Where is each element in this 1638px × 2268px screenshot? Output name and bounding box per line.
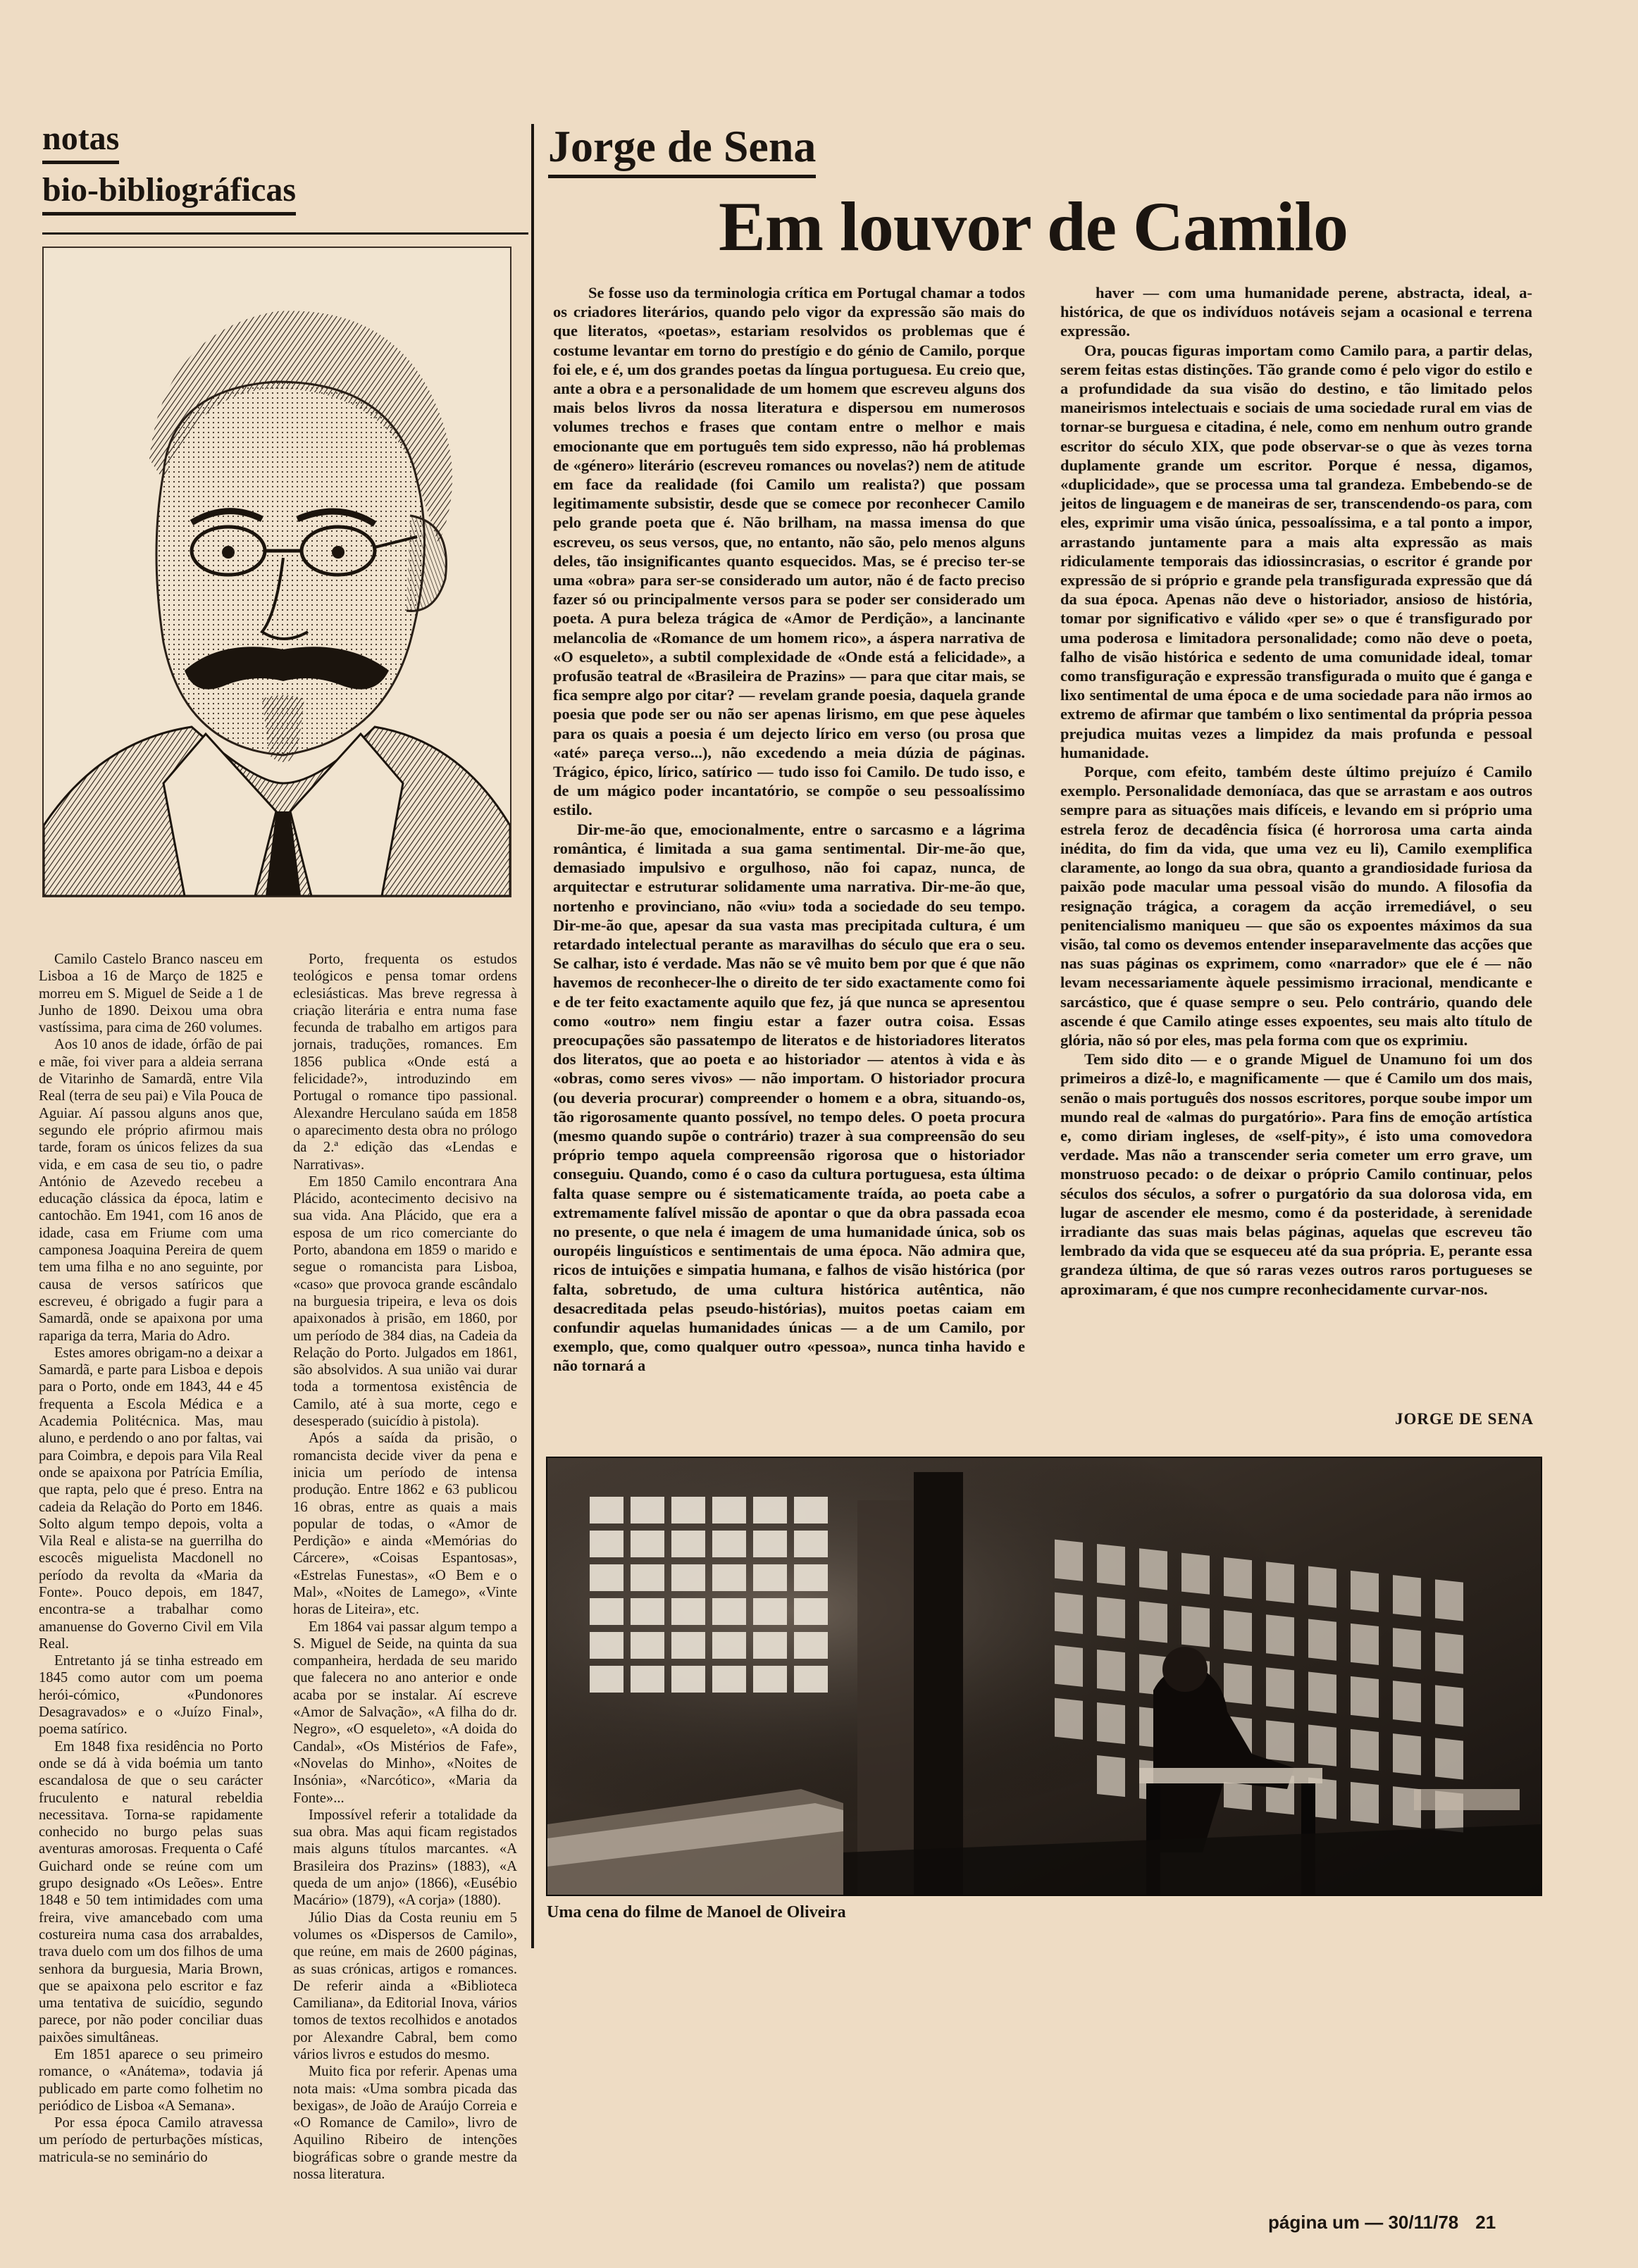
bio-column-1 (39, 951, 263, 2166)
bio-paragraph: Aos 10 anos de idade, órfão de pai e mãe, foi viver para a aldeia serrana de Vitarinho de Samardã, entre Vila Real (terra de seu pai) e Vila Pouca de Aguiar. Aí passou alguns anos que, segundo ele próprio afirmou mais tarde, foram os únicos felizes da sua vida, e em casa de seu tio, o padre António de Azevedo recebeu a educação clássica da época, latim e cantochão. Em 1941, com 16 anos de idade, casa em Friume com uma camponesa Joaquina Pereira de quem tem uma filha e no ano seguinte, por causa de versos satíricos que escreveu, é obrigado a fugir para a Samardã, onde se apaixona por uma rapariga da terra, Maria do Adro. (39, 1037, 263, 1344)
bio-paragraph: Em 1848 fixa residência no Porto onde se dá à vida boémia um tanto escandalosa de que o seu carácter fruculento e natural rebeldia necessitava. Torna-se rapidamente conhecido no burgo pelas suas aventuras amorosas. Frequenta o Café Guichard onde se reúne com um grupo designado «Os Leões». Entre 1848 e 50 tem intimidades com uma freira, vive amancebado com uma costureira numa casa dos arrabaldes, trava duelo com um dos filhos de uma senhora da burguesia, Maria Brown, que se apaixona pelo escritor e faz uma tentativa de suicídio, segundo parece, por não poder conciliar duas paixões simultâneas. (39, 1738, 263, 2045)
bio-paragraph: Em 1851 aparece o seu primeiro romance, o «Anátema», todavia já publicado em parte como folhetim no periódico de Lisboa «A Semana». (39, 2047, 263, 2114)
film-still-photo (546, 1457, 1542, 1896)
article-paragraph: Ora, poucas figuras importam como Camilo para, a partir delas, serem feitas estas distinções. Tão grande como é pelo vigor do estilo e a profundidade da sua visão do destino, e tão limitado pelos maneirismos intelectuais e sociais de uma sociedade rural em vias de tornar-se burguesa e citadina, é nele, como em nenhum outro grande escritor do século XIX, que pode observar-se o que às vezes torna duplamente grande um escritor. Porque é nessa, digamos, «duplicidade», que se processa uma tal grandeza. Embebendo-se de jeitos de linguagem e de maneiras de ser, transcendendo-os para, com eles, exprimir uma visão única, pessoalíssima, e a tal ponto a impor, arrastando juntamente para a mais alta expressão as mais ridiculamente temporais das idiossincrasias, o escritor é grande por expressão de si próprio e grande pela transfigurada expressão que dá da sua época. Apenas não deve o historiador, ansioso de história, tomar por significativo e válido «per se» o que é transfigurado por uma poderosa e limitadora personalidade; como não deve o poeta, falho de visão histórica e sedento de uma comunidade ideal, tomar como transfiguração e expressão transfigurada o muito que é ganga e lixo sentimental de uma época e de uma sociedade para não irmos ao extremo de afirmar que também o lixo sentimental da própria pessoa prejudica muitas vezes a limpidez da mais profunda e pessoal humanidade. (1060, 341, 1532, 761)
article-title: Em louvor de Camilo (719, 187, 1348, 266)
bio-paragraph: Muito fica por referir. Apenas uma nota mais: «Uma sombra picada das bexigas», de João de Araújo Correia e «O Romance de Camilo», livro de Aquilino Ribeiro de intenções biográficas sobre o grande mestre da nossa literatura. (293, 2064, 517, 2183)
article-paragraph: Se fosse uso da terminologia crítica em Portugal chamar a todos os criadores literários, quando pelo vigor da expressão são mais do que literatos, «poetas», estariam resolvidos os problemas que é costume levantar em torno do prestígio e do génio de Camilo, porque foi ele, e é, um dos grandes poetas da língua portuguesa. Eu creio que, ante a obra e a personalidade de um homem que escreveu alguns dos mais belos livros da nossa literatura e dispersou em numerosos volumes trechos e frases que contam entre o melhor e mais emocionante que em português tem sido expresso, não há problemas de «género» literário (escreveu romances ou novelas?) nem de atitude em face da realidade (foi Camilo um realista?) que possam legitimamente subsistir, desde que se comece por reconhecer Camilo pelo grande poeta que é. Não brilham, na massa imensa do que escreveu, os seus versos, que, no entanto, não são, pelo menos alguns deles, tão insignificantes quanto esquecidos. Mas, se é preciso ter-se uma «obra» para ser-se considerado um autor, não é de facto preciso fazer só ou principalmente versos para se poder ser considerado um poeta. A pura beleza trágica de «Amor de Perdição», a lancinante melancolia de «Romance de um homem rico», a áspera narrativa de «O esqueleto», a subtil complexidade de «Onde está a felicidade», a profusão teatral de «Brasileira de Prazins» — para que citar mais, se fica sempre algo por citar? — revelam grande poesia, daquela grande poesia que pode ser ou não ser apenas lirismo, em que pese àqueles para os quais a poesia é um dejecto lírico em verso (ou prosa que «até» pareça verso...), não excedendo a meia dúzia de páginas. Trágico, épico, lírico, satírico — tudo isso foi Camilo. De tudo isso, e de um mágico poder incantatório, se compõe o seu pessoalíssimo estilo. (553, 284, 1025, 819)
article-paragraph: Dir-me-ão que, emocionalmente, entre o sarcasmo e a lágrima romântica, é limitada a sua gama sentimental. Dir-me-ão que, demasiado impulsivo e orgulhoso, não foi capaz, nunca, de arquitectar e estruturar solidamente uma narrativa. Dir-me-ão que, nortenho e provinciano, não «viu» toda a sociedade do seu tempo. Dir-me-ão que, apesar da sua vasta mas precipitada cultura, é um retardado intelectual perante as maravilhas do século que era o seu. Se calhar, isto é verdade. Mas não se vê muito bem por que é que não havemos de reconhecer-lhe o direito de ter sido exactamente como foi e de ter feito exactamente aquilo que fez, já que nunca se apresentou como «outro» nem fingiu estar a fazer outra coisa. Essas preocupações são passatempo de literatos e de historiadores literatos dos literatos, que ao poeta e ao historiador — atentos à vida e às «obras, como seres vivos» — não importam. O historiador procura (ou deveria procurar) compreender o homem e a obra, situando-os, tão rigorosamente quanto possível, no tempo deles. O poeta procura (mesmo quando supõe o contrário) trazer à sua compreensão do seu próprio tempo aquela compreensão rigorosa que o historiador conseguiu. Quando, como é o caso da cultura portuguesa, esta última falta quase sempre ou é sistematicamente traída, ao poeta cabe a extremamente falível missão de apontar o que da obra passada ecoa no presente, o que nela é imagem de uma humanidade única, sob os ouropéis linguísticos e sentimentais de uma época. Não admira que, ricos de intuições e simpatia humana, e falhos de visão histórica (por falta, sobretudo, de uma cultura histórica autêntica, não desacreditada pelas pseudo-histórias), muitos poetas caiam em confundir aquelas humanidades únicas — a de um Camilo, por exemplo, que, como qualquer outro «pessoa», nunca tinha havido e não tornará a (553, 820, 1025, 1375)
article-paragraph: Porque, com efeito, também deste último prejuízo é Camilo exemplo. Personalidade demoníaca, das que se arrastam e aos outros sempre para as situações mais difíceis, e levando em si próprio uma estrela feroz de decadência física (é horrorosa uma carta ainda inédita, do fim da vida, que uma vez eu li), Camilo exemplifica claramente, ao longo da sua obra, quanto a grandiosidade furiosa da paixão pode macular uma pessoal visão do mundo. A filosofia da resignação trágica, a coragem da acção irremediável, o seu penitencialismo maniqueu — que são os expoentes máximos da sua visão, tal como os devemos entender inseparavelmente das acções que nas suas páginas os exprimem, como «narrador» que ele é — não levam necessariamente àquele pessimismo irracional, mendicante e sarcástico, que é quase sempre o seu. Pelo contrário, quando dele ascende é que Camilo atinge esses expoentes, seu mais alto título de glória, não só por eles, mas pela forma com que os exprimiu. (1060, 763, 1532, 1049)
article-column-1 (553, 283, 1025, 1376)
article-paragraph: haver — com uma humanidade perene, abstracta, ideal, a-histórica, de que os indivíduos notáveis sejam a ocasional e terrena expressão. (1060, 284, 1532, 340)
article-signature: JORGE DE SENA (1395, 1410, 1534, 1428)
article-column-2 (1060, 283, 1532, 1299)
header-rule (42, 232, 528, 235)
article-author: Jorge de Sena (548, 118, 816, 178)
bio-paragraph: Em 1850 Camilo encontrara Ana Plácido, acontecimento decisivo na sua vida. Ana Plácido, que era a esposa de um rico comerciante do Porto, abandona em 1859 o marido e segue o romancista para Lisboa, «caso» que provoca grande escândalo na burguesia tripeira, e leva os dois apaixonados à prisão, em 1860, por um período de 384 dias, na Cadeia da Relação do Porto. Julgados em 1861, são absolvidos. A sua união vai durar toda a tormentosa existência de Camilo, até à sua morte, cego e desesperado (suicídio à pistola). (293, 1173, 517, 1430)
section-header-line2: bio-bibliográficas (42, 170, 296, 216)
bio-paragraph: Impossível referir a totalidade da sua obra. Mas aqui ficam registados mais alguns títulos marcantes. «A Brasileira dos Prazins» (1883), «A queda de um anjo» (1866), «Eusébio Macário» (1879), «A corja» (1880). (293, 1807, 517, 1909)
article-paragraph: Tem sido dito — e o grande Miguel de Unamuno foi um dos primeiros a dizê-lo, e magnificamente — que é Camilo um dos mais, senão o mais português dos nossos escritores, porque soube impor um mundo real de «almas do purgatório». Para fins de emoção artística e, como diriam ingleses, de «self-pity», é isto uma comovedora verdade. Mas não a transcender seria cometer um erro grave, um monstruoso pecado: o de deixar o próprio Camilo continuar, pelos séculos dos séculos, a sofrer o purgatório da sua dolorosa vida, em lugar de ascender ele mesmo, como é da posteridade, à serenidade irradiante das suas mais belas páginas, aquelas que escreveu tão lembrado da vida que se esqueceu até da sua própria. E, perante essa grandeza última, de que só raras vezes outros raros portugueses se aproximaram, é que nos cumpre reconhecidamente curvar-nos. (1060, 1050, 1532, 1298)
bio-paragraph: Após a saída da prisão, o romancista decide viver da pena e inicia um período de intensa produção. Entre 1862 e 63 publicou 16 obras, entre as quais a mais popular de todas, o «Amor de Perdição» e ainda «Memórias do Cárcere», «Coisas Espantosas», «Estrelas Funestas», «O Bem e o Mal», «Noites de Lamego», «Vinte horas de Liteira», etc. (293, 1431, 517, 1618)
bio-paragraph: Porto, frequenta os estudos teológicos e pensa tomar ordens eclesiásticas. Mas breve regressa à criação literária e entra numa fase fecunda de trabalho em artigos para jornais, traduções, romances. Em 1856 publica «Onde está a felicidade?», introduzindo em Portugal o romance tipo passional. Alexandre Herculano saúda em 1858 o aparecimento desta obra no prólogo da 2.ª edição das «Lendas e Narrativas». (293, 952, 517, 1173)
bio-paragraph: Em 1864 vai passar algum tempo a S. Miguel de Seide, na quinta da sua companheira, herdada de seu marido que falecera no ano anterior e onde acaba por se instalar. Aí escreve «Amor de Salvação», «A filha do dr. Negro», «O esqueleto», «A doida do Candal», «Os Mistérios de Fafe», «Novelas do Minho», «Noites de Insónia», «Narcótico», «Maria da Fonte»... (293, 1619, 517, 1806)
section-header (42, 118, 310, 216)
portrait-illustration (42, 247, 511, 897)
bio-column-2 (293, 951, 517, 2183)
page-folio (1268, 2212, 1496, 2233)
section-header-line1: notas (42, 118, 119, 164)
bio-paragraph: Júlio Dias da Costa reuniu em 5 volumes os «Dispersos de Camilo», que reúne, em mais de 2600 páginas, as suas crónicas, artigos e romances. De referir ainda a «Biblioteca Camiliana», da Editorial Inova, vários tomos de textos recolhidos e anotados por Alexandre Cabral, bem como vários livros e estudos do mesmo. (293, 1909, 517, 2062)
folio-page-number: 21 (1475, 2212, 1496, 2233)
bio-paragraph: Camilo Castelo Branco nasceu em Lisboa a 16 de Março de 1825 e morreu em S. Miguel de Seide a 1 de Junho de 1890. Deixou uma obra vastíssima, para cima de 260 volumes. (39, 952, 263, 1036)
bio-paragraph: Por essa época Camilo atravessa um período de perturbações místicas, matricula-se no seminário do (39, 2115, 263, 2165)
photo-caption: Uma cena do filme de Manoel de Oliveira (547, 1903, 846, 1921)
column-divider (531, 124, 534, 1948)
bio-paragraph: Entretanto já se tinha estreado em 1845 como autor com um poema herói-cómico, «Pundonores Desagravados» e o «Juízo Final», poema satírico. (39, 1653, 263, 1738)
folio-publication: página um — 30/11/78 (1268, 2212, 1459, 2233)
bio-paragraph: Estes amores obrigam-no a deixar a Samardã, e parte para Lisboa e depois para o Porto, onde em 1843, 44 e 45 frequenta a Escola Médica e a Academia Politécnica. Mas, mau aluno, e perdendo o ano por faltas, vai para Coimbra, e depois para Vila Real onde se apaixona por Patrícia Emília, que rapta, pelo que é preso. Entra na cadeia da Relação do Porto em 1846. Solto algum tempo depois, volta a Vila Real e alista-se na guerrilha do escocês miguelista Macdonell no período da revolta da «Maria da Fonte». Pouco depois, em 1847, encontra-se a trabalhar como amanuense do Governo Civil em Vila Real. (39, 1345, 263, 1652)
